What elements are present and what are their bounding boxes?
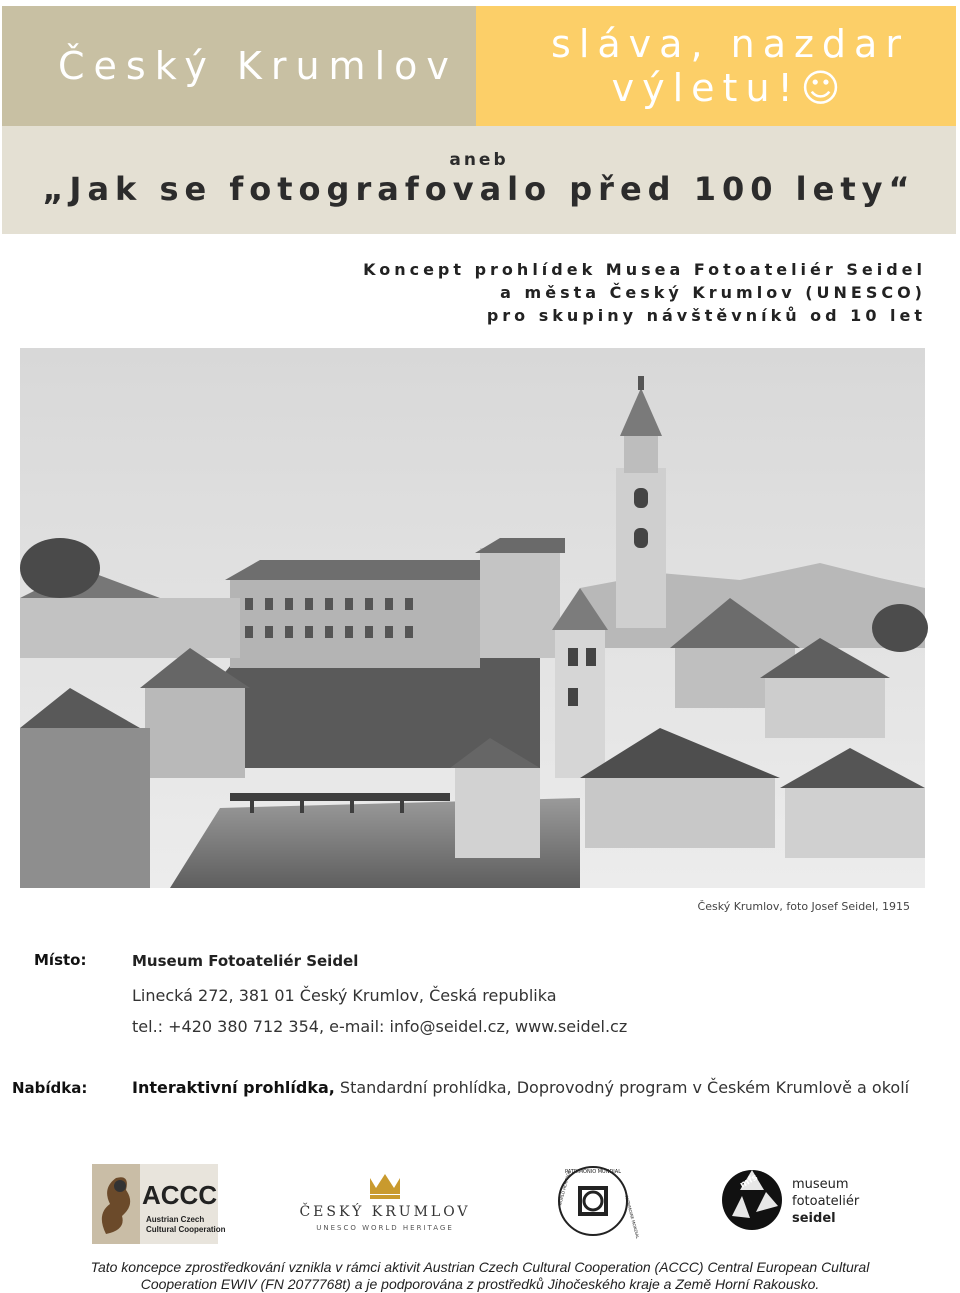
photo-caption: Český Krumlov, foto Josef Seidel, 1915 <box>697 900 910 913</box>
museum-contact: tel.: +420 380 712 354, e-mail: info@seidel.cz, www.seidel.cz <box>132 1017 628 1036</box>
concept-line-2: a města Český Krumlov (UNESCO) <box>500 283 926 302</box>
main-title: „Jak se fotografovalo před 100 lety“ <box>42 170 916 208</box>
offer-rest: Standardní prohlídka, Doprovodný program v Českém Krumlově a okolí <box>334 1078 910 1097</box>
subtitle-aneb: aneb <box>449 150 509 170</box>
crown-icon <box>370 1174 400 1199</box>
greeting-title: sláva, nazdar výletu!☺ <box>551 22 909 110</box>
historic-town-photo <box>20 348 925 888</box>
cesky-krumlov-logo <box>300 1164 470 1244</box>
concept-line-3: pro skupiny návštěvníků od 10 let <box>486 306 926 325</box>
ck-title: ČESKÝ KRUMLOV <box>299 1204 471 1220</box>
offer-highlight: Interaktivní prohlídka, <box>132 1078 335 1097</box>
accc-line-2: Cultural Cooperation <box>146 1225 226 1234</box>
museum-address: Linecká 272, 381 01 Český Krumlov, Česká republika <box>132 986 557 1005</box>
place-label: Místo: <box>34 951 87 969</box>
accc-line-1: Austrian Czech <box>146 1215 205 1224</box>
seidel-line-2: fotoateliér <box>792 1194 860 1209</box>
concept-line-1: Koncept prohlídek Musea Fotoateliér Seidel <box>363 260 926 279</box>
unesco-right-text: PATRIMOINE MONDIAL <box>624 1194 641 1240</box>
offer-label: Nabídka: <box>12 1079 88 1097</box>
museum-seidel-logo <box>720 1168 880 1232</box>
ck-subtitle: UNESCO WORLD HERITAGE <box>316 1224 454 1232</box>
seidel-badge-text: mfs <box>738 1172 760 1191</box>
seidel-line-3: seidel <box>792 1211 836 1226</box>
world-heritage-logo <box>555 1160 641 1242</box>
unesco-left-text: WORLD HERITAGE <box>557 1169 572 1207</box>
unesco-top-text: PATRIMONIO MUNDIAL <box>565 1169 621 1175</box>
seidel-line-1: museum <box>792 1177 849 1192</box>
accc-title: ACCC <box>142 1180 218 1210</box>
accc-logo <box>92 1164 226 1244</box>
offer-list <box>132 1078 909 1097</box>
concept-description <box>363 258 926 327</box>
city-title: Český Krumlov <box>58 44 458 88</box>
aperture-icon <box>722 1170 782 1230</box>
funding-note: Tato koncepce zprostředkování vznikla v rámci aktivit Austrian Czech Cultural Cooperation (ACCC) Central European Cultural Cooperation EWIV (FN 2077768t) a je podporována z prostředků Jihočeského kraje a Země Horní Rakousko. <box>90 1259 870 1292</box>
museum-name: Museum Fotoateliér Seidel <box>132 952 359 970</box>
